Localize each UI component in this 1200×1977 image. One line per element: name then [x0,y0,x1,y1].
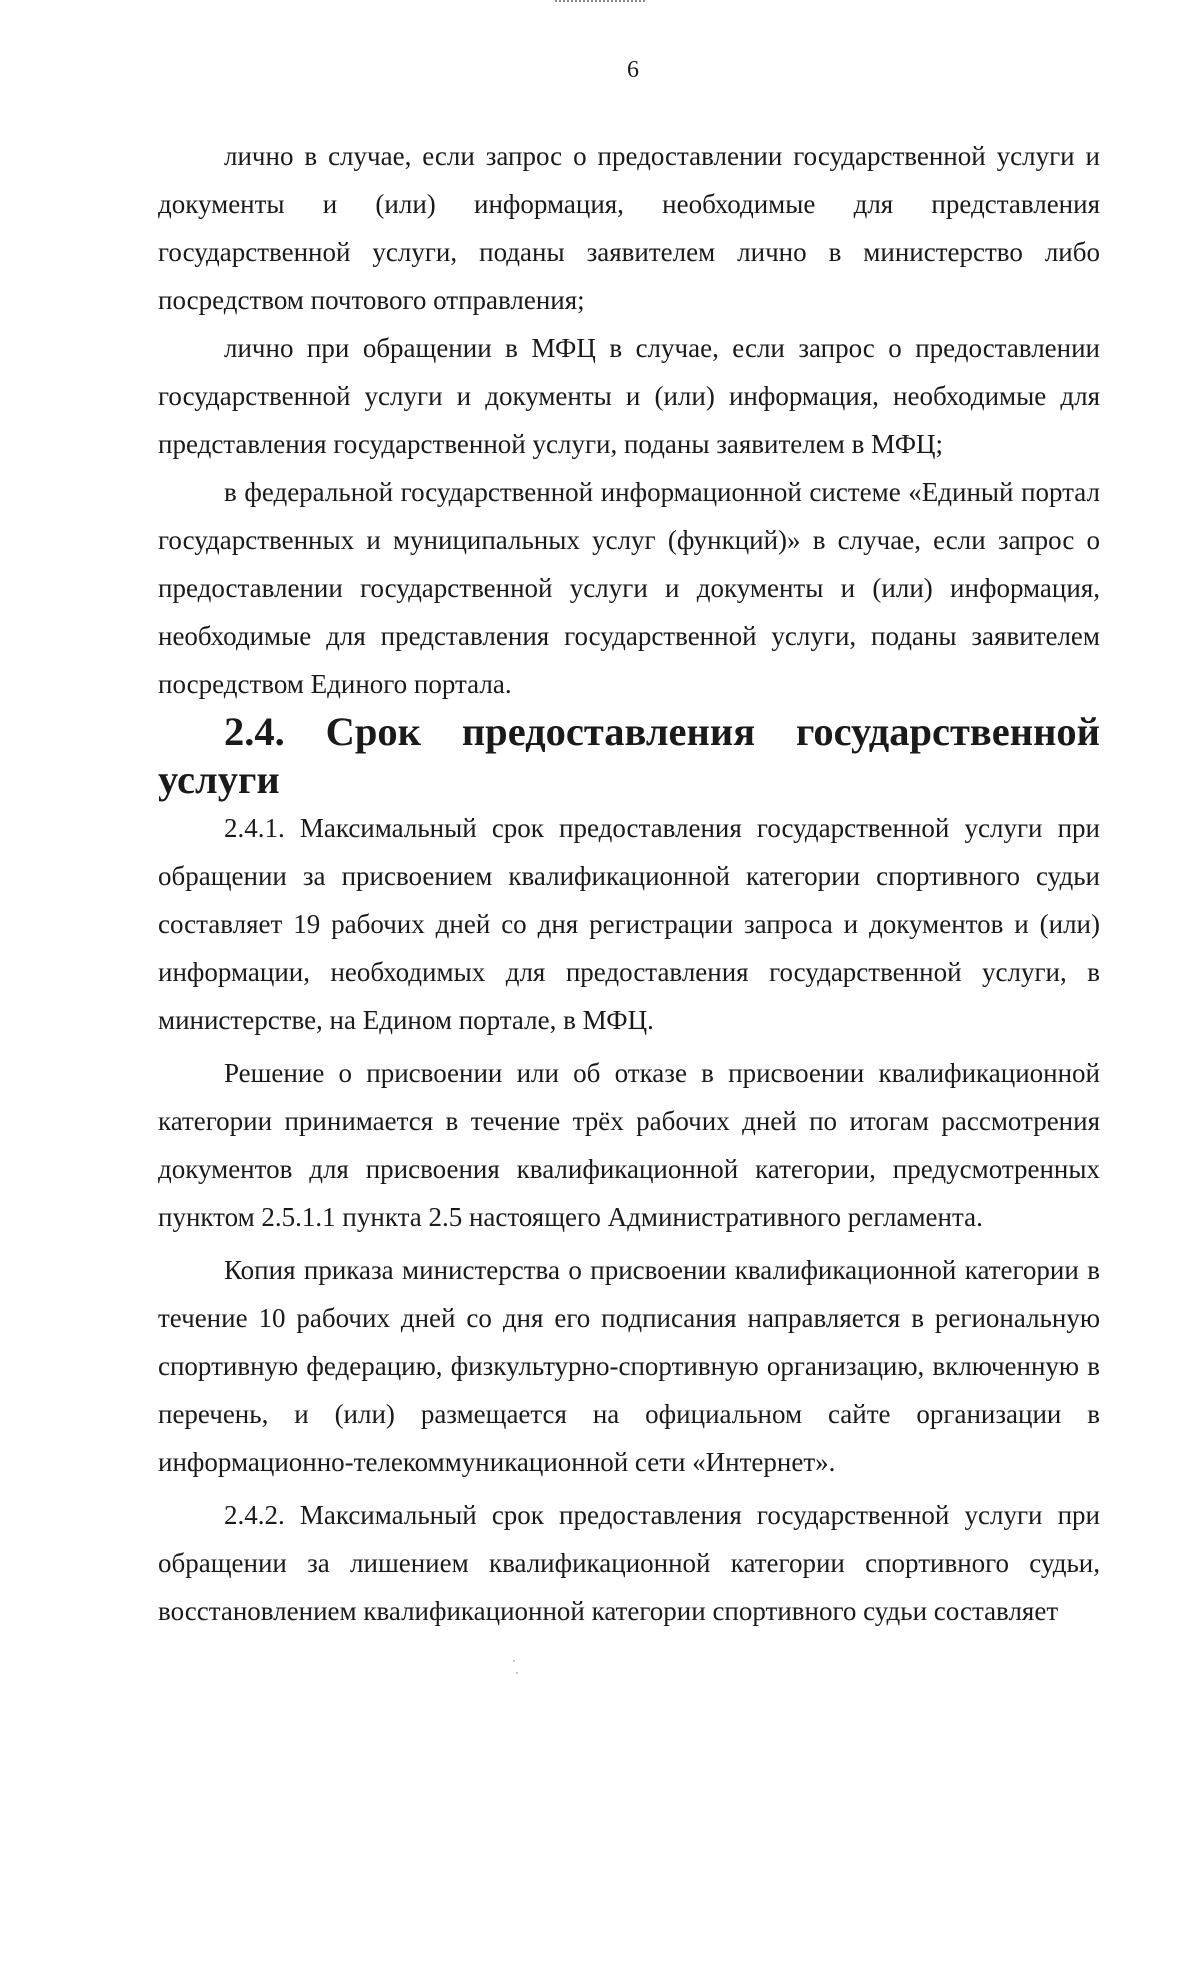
page-number: 6 [627,57,639,83]
paragraph-personal-ministry: лично в случае, если запрос о предоставлении государственной услуги и документы и (или) информация, необходимые для представления государственной услуги, поданы заявителем лично в министерство либо посредством почтового отправления; [158,141,1100,315]
paragraph-2-4-2: 2.4.2. Максимальный срок предоставления государственной услуги при обращении за лишением квалификационной категории спортивного судьи, восстановлением квалификационной категории спортивного судьи составляет [158,1500,1100,1626]
scan-speck [513,1660,515,1662]
scan-speck [516,1672,518,1674]
paragraph-decision-term: Решение о присвоении или об отказе в присвоении квалификационной категории принимается в течение трёх рабочих дней по итогам рассмотрения документов для присвоения квалификационной категории, предусмотренных пунктом 2.5.1.1 пункта 2.5 настоящего Административного регламента. [158,1058,1100,1232]
scan-edge-mark [555,0,645,7]
paragraph-unified-portal: в федеральной государственной информационной системе «Единый портал государственных и муниципальных услуг (функций)» в случае, если запрос о предоставлении государственной услуги и документы и (или) информация, необходимые для представления государственной услуги, поданы заявителем посредством Единого портала. [158,477,1100,699]
document-body [158,132,1100,1635]
paragraph-order-copy: Копия приказа министерства о присвоении квалификационной категории в течение 10 рабочих дней со дня его подписания направляется в региональную спортивную федерацию, физкультурно-спортивную организацию, включенную в перечень, и (или) размещается на официальном сайте организации в информационно-телекоммуникационной сети «Интернет». [158,1255,1100,1477]
paragraph-personal-mfc: лично при обращении в МФЦ в случае, если запрос о предоставлении государственной услуги и документы и (или) информация, необходимые для представления государственной услуги, поданы заявителем в МФЦ; [158,333,1100,459]
paragraph-2-4-1: 2.4.1. Максимальный срок предоставления государственной услуги при обращении за присвоением квалификационной категории спортивного судьи составляет 19 рабочих дней со дня регистрации запроса и документов и (или) информации, необходимых для предоставления государственной услуги, в министерстве, на Едином портале, в МФЦ. [158,813,1100,1035]
section-heading: 2.4. Срок предоставления государственной услуги [158,709,1100,802]
